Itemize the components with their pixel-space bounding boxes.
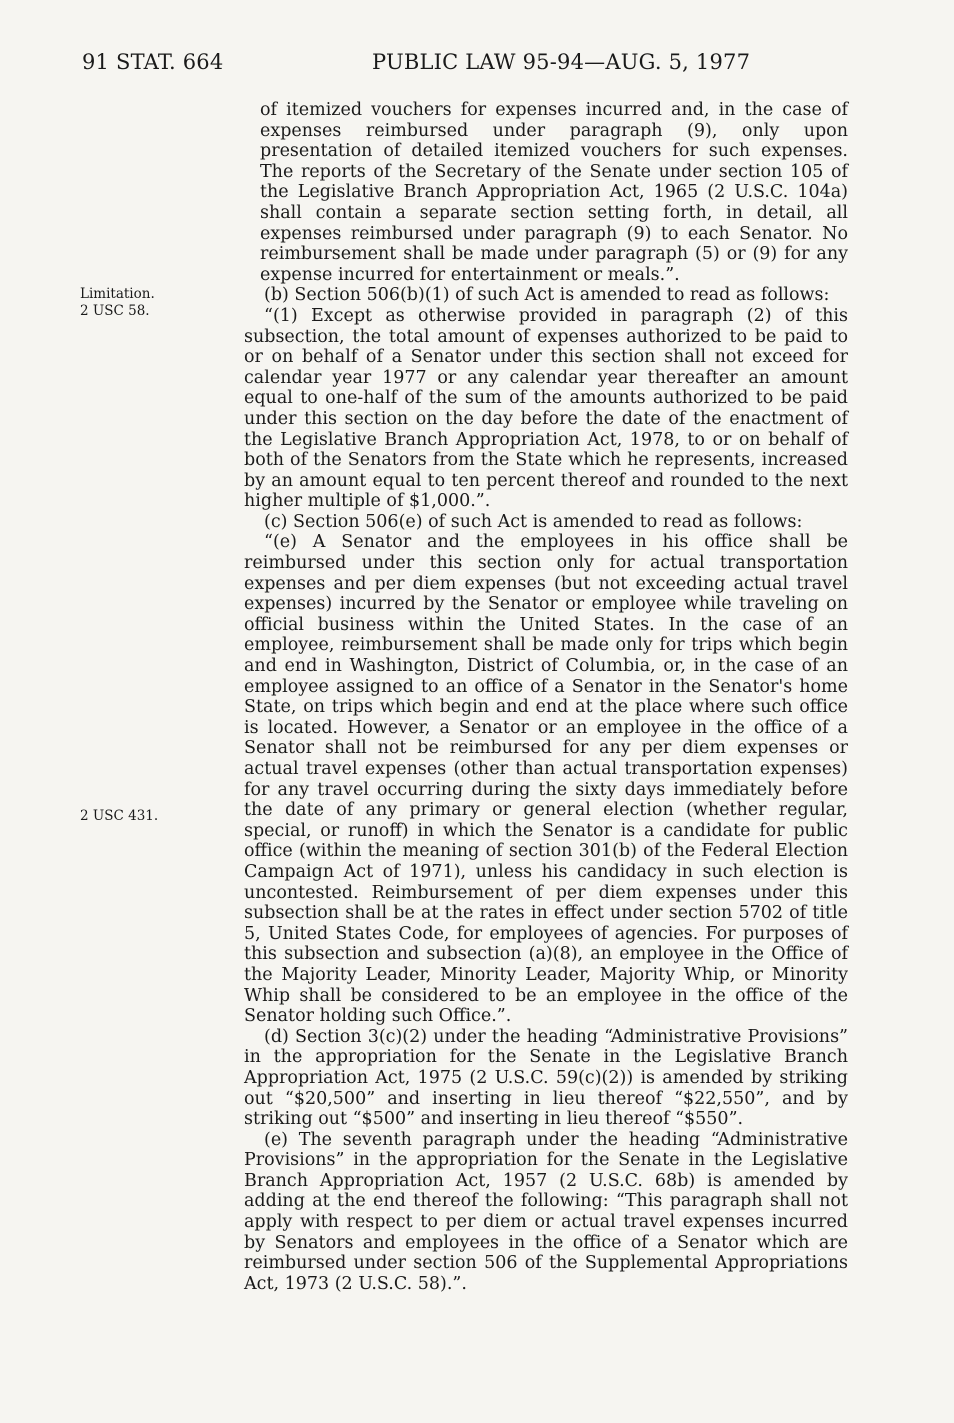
page-header <box>0 50 954 80</box>
paragraph-b: (b) Section 506(b)(1) of such Act is amended to read as follows: <box>264 285 830 306</box>
paragraph-e-quoted: “(e) A Senator and the employees in his office shall be reimbursed under this section only for actual transportation expenses and per diem expenses (but not exceeding actual travel expenses) incurred by the Senator or employee while traveling on official business within the United States. In the case of an employee, reimbursement shall be made only for trips which begin and end in Washington, District of Columbia, or, in the case of an employee assigned to an office of a Senator in the Senator's home State, on trips which begin and end at the place where such office is located. However, a Senator or an employee in the office of a Senator shall not be reimbursed for any per diem expenses or actual travel expenses (other than actual transportation expenses) for any travel occurring during the sixty days immediately before the date of any primary or general election (whether regular, special, or runoff) in which the Senator is a candidate for public office (within the meaning of section 301(b) of the Federal Election Campaign Act of 1971), unless his candidacy in such election is uncontested. Reimbursement of per diem expenses under this subsection shall be at the rates in effect under section 5702 of title 5, United States Code, for employees of agencies. For purposes of this subsection and subsection (a)(8), an employee in the Office of the Majority Leader, Minority Leader, Majority Whip, or Minority Whip shall be considered to be an employee in the office of the Senator holding such Office.”. <box>244 532 848 1027</box>
statute-page-number: 91 STAT. 664 <box>82 50 224 74</box>
margin-note-limitation-label: Limitation. <box>80 286 155 302</box>
paragraph-e: (e) The seventh paragraph under the heading “Administrative Provisions” in the appropriation for the Senate in the Legislative Branch Appropriation Act, 1957 (2 U.S.C. 68b) is amended by adding at the end thereof the following: “This paragraph shall not apply with respect to per diem or actual travel expenses incurred by Senators and employees in the office of a Senator which are reimbursed under section 506 of the Supplemental Appropriations Act, 1973 (2 U.S.C. 58).”. <box>244 1129 848 1294</box>
paragraph-vouchers-continued: of itemized vouchers for expenses incurred and, in the case of expenses reimbursed under paragraph (9), only upon presentation of detailed itemized vouchers for such expenses. The reports of the Secretary of the Senate under section 105 of the Legislative Branch Appropriation Act, 1965 (2 U.S.C. 104a) shall contain a separate section setting forth, in detail, all expenses reimbursed under paragraph (9) to each Senator. No reimbursement shall be made under paragraph (5) or (9) for any expense incurred for entertainment or meals.”. <box>260 100 848 285</box>
margin-note-usc-58: 2 USC 58. <box>80 303 150 319</box>
margin-note-limitation <box>80 286 155 320</box>
paragraph-d: (d) Section 3(c)(2) under the heading “Administrative Provisions” in the appropriation for the Senate in the Legislative Branch Appropriation Act, 1975 (2 U.S.C. 59(c)(2)) is amended by striking out “$20,500” and inserting in lieu thereof “$22,550”, and by striking out “$500” and inserting in lieu thereof “$550”. <box>244 1026 848 1130</box>
public-law-title: PUBLIC LAW 95-94—AUG. 5, 1977 <box>372 50 751 74</box>
margin-note-usc-431: 2 USC 431. <box>80 808 159 824</box>
statute-body <box>244 100 848 1294</box>
paragraph-c: (c) Section 506(e) of such Act is amended to read as follows: <box>264 511 803 532</box>
paragraph-b-1-quoted: “(1) Except as otherwise provided in paragraph (2) of this subsection, the total amount of expenses authorized to be paid to or on behalf of a Senator under this section shall not exceed for calendar year 1977 or any calendar year thereafter an amount equal to one-half of the sum of the amounts authorized to be paid under this section on the day before the date of the enactment of the Legislative Branch Appropriation Act, 1978, to or on behalf of both of the Senators from the State which he represents, increased by an amount equal to ten percent thereof and rounded to the next higher multiple of $1,000.”. <box>244 305 848 512</box>
